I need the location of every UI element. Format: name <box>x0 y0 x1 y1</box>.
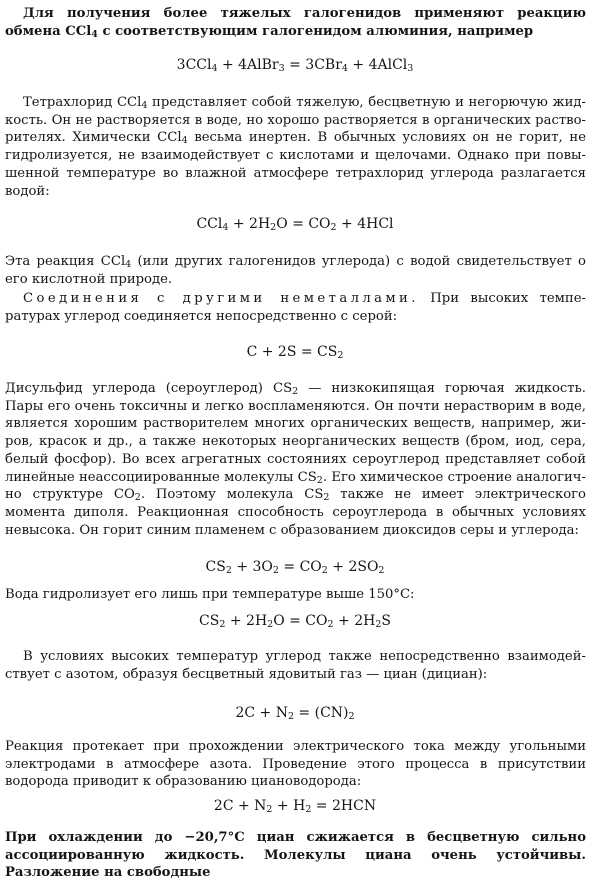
paragraph-carbon-nitrogen: В условиях высоких температур углерод также непосредственно взаимодействует с азотом, образуя бесцветный ядовитый газ — циан (дициан): <box>5 649 586 682</box>
paragraph-cyanogen-liquefaction: При охлаждении до −20,7°С циан сжижается в бесцветную сильно ассоциированную жидкость. Молекулы циана очень устойчивы. Разложение на свободные <box>5 830 586 881</box>
equation-cs2-hydrolysis: $CS_2 + 2H_2O = CO_2 + 2H_2S$ <box>199 613 391 630</box>
section-heading-nonmetals: Соединения с другими неметаллами. <box>23 291 419 306</box>
paragraph-hydrolysis-temp: Вода гидролизует его лишь при температуре выше 150°С: <box>5 587 415 602</box>
equation-ccl4-albr3: 3CCl$_4$ + 4AlBr$_3$ = 3CBr$_4$ + 4AlCl$_3$ <box>176 57 414 74</box>
equation-carbon-sulfur: $C + 2S = CS_2$ <box>246 344 344 361</box>
equation-ccl4-hydrolysis: $CCl_4 + 2H_2O = CO_2 + 4HCl$ <box>196 216 394 233</box>
equation-cyanogen: $2C + N_2 = (CN)_2$ <box>235 705 355 722</box>
equation-cs2-combustion: $CS_2 + 3O_2 = CO_2 + 2SO_2$ <box>205 559 385 576</box>
equation-hydrogen-cyanide: $2C + N_2 + H_2 = 2HCN$ <box>213 798 377 815</box>
paragraph-electric-arc: Реакция протекает при прохождении электрического тока между угольными электродами в атмосфере азота. Проведение этого процесса в присутствии водорода приводит к образованию циановодорода: <box>5 739 586 790</box>
paragraph-halide-exchange: Для получения более тяжелых галогенидов применяют реакцию обмена CCl$_4$ с соответствующим галогенидом алюминия, например <box>5 6 586 40</box>
paragraph-ccl4-properties: Тетрахлорид CCl$_4$ представляет собой тяжелую, бесцветную и негорючую жидкость. Он не растворяется в воде, но хорошо растворяется в органических растворителях. Химически CCl$_4$ весьма инертен. В обычных условиях он не горит, не гидролизуется, не взаимодействует с кислотами и щелочами. Однако при повышенной температуре во влажной атмосфере тетрахлорид углерода разлагается водой: <box>5 95 586 199</box>
paragraph-acidic-nature: Эта реакция CCl$_4$ (или других галогенидов углерода) с водой свидетельствует о его кислотной природе. <box>5 254 586 287</box>
paragraph-nonmetals: Соединения с другими неметаллами. При высоких температурах углерод соединяется непосредственно с серой: <box>5 291 586 324</box>
paragraph-cs2-properties: Дисульфид углерода (сероуглерод) $CS_2$ — низкокипящая горючая жидкость. Пары его очень токсичны и легко воспламеняются. Он почти нерастворим в воде, является хорошим растворителем многих органических веществ, например, жиров, красок и др., а также некоторых неорганических веществ (бром, иод, сера, белый фосфор). Во всех агрегатных состояниях сероуглерод представляет собой линейные неассоциированные молекулы $CS_2$. Его химическое строение аналогично структуре $CO_2$. Поэтому молекула $CS_2$ также не имеет электрического момента диполя. Реакционная способность сероуглерода в обычных условиях невысока. Он горит синим пламенем с образованием диоксидов серы и углерода: <box>5 381 586 538</box>
